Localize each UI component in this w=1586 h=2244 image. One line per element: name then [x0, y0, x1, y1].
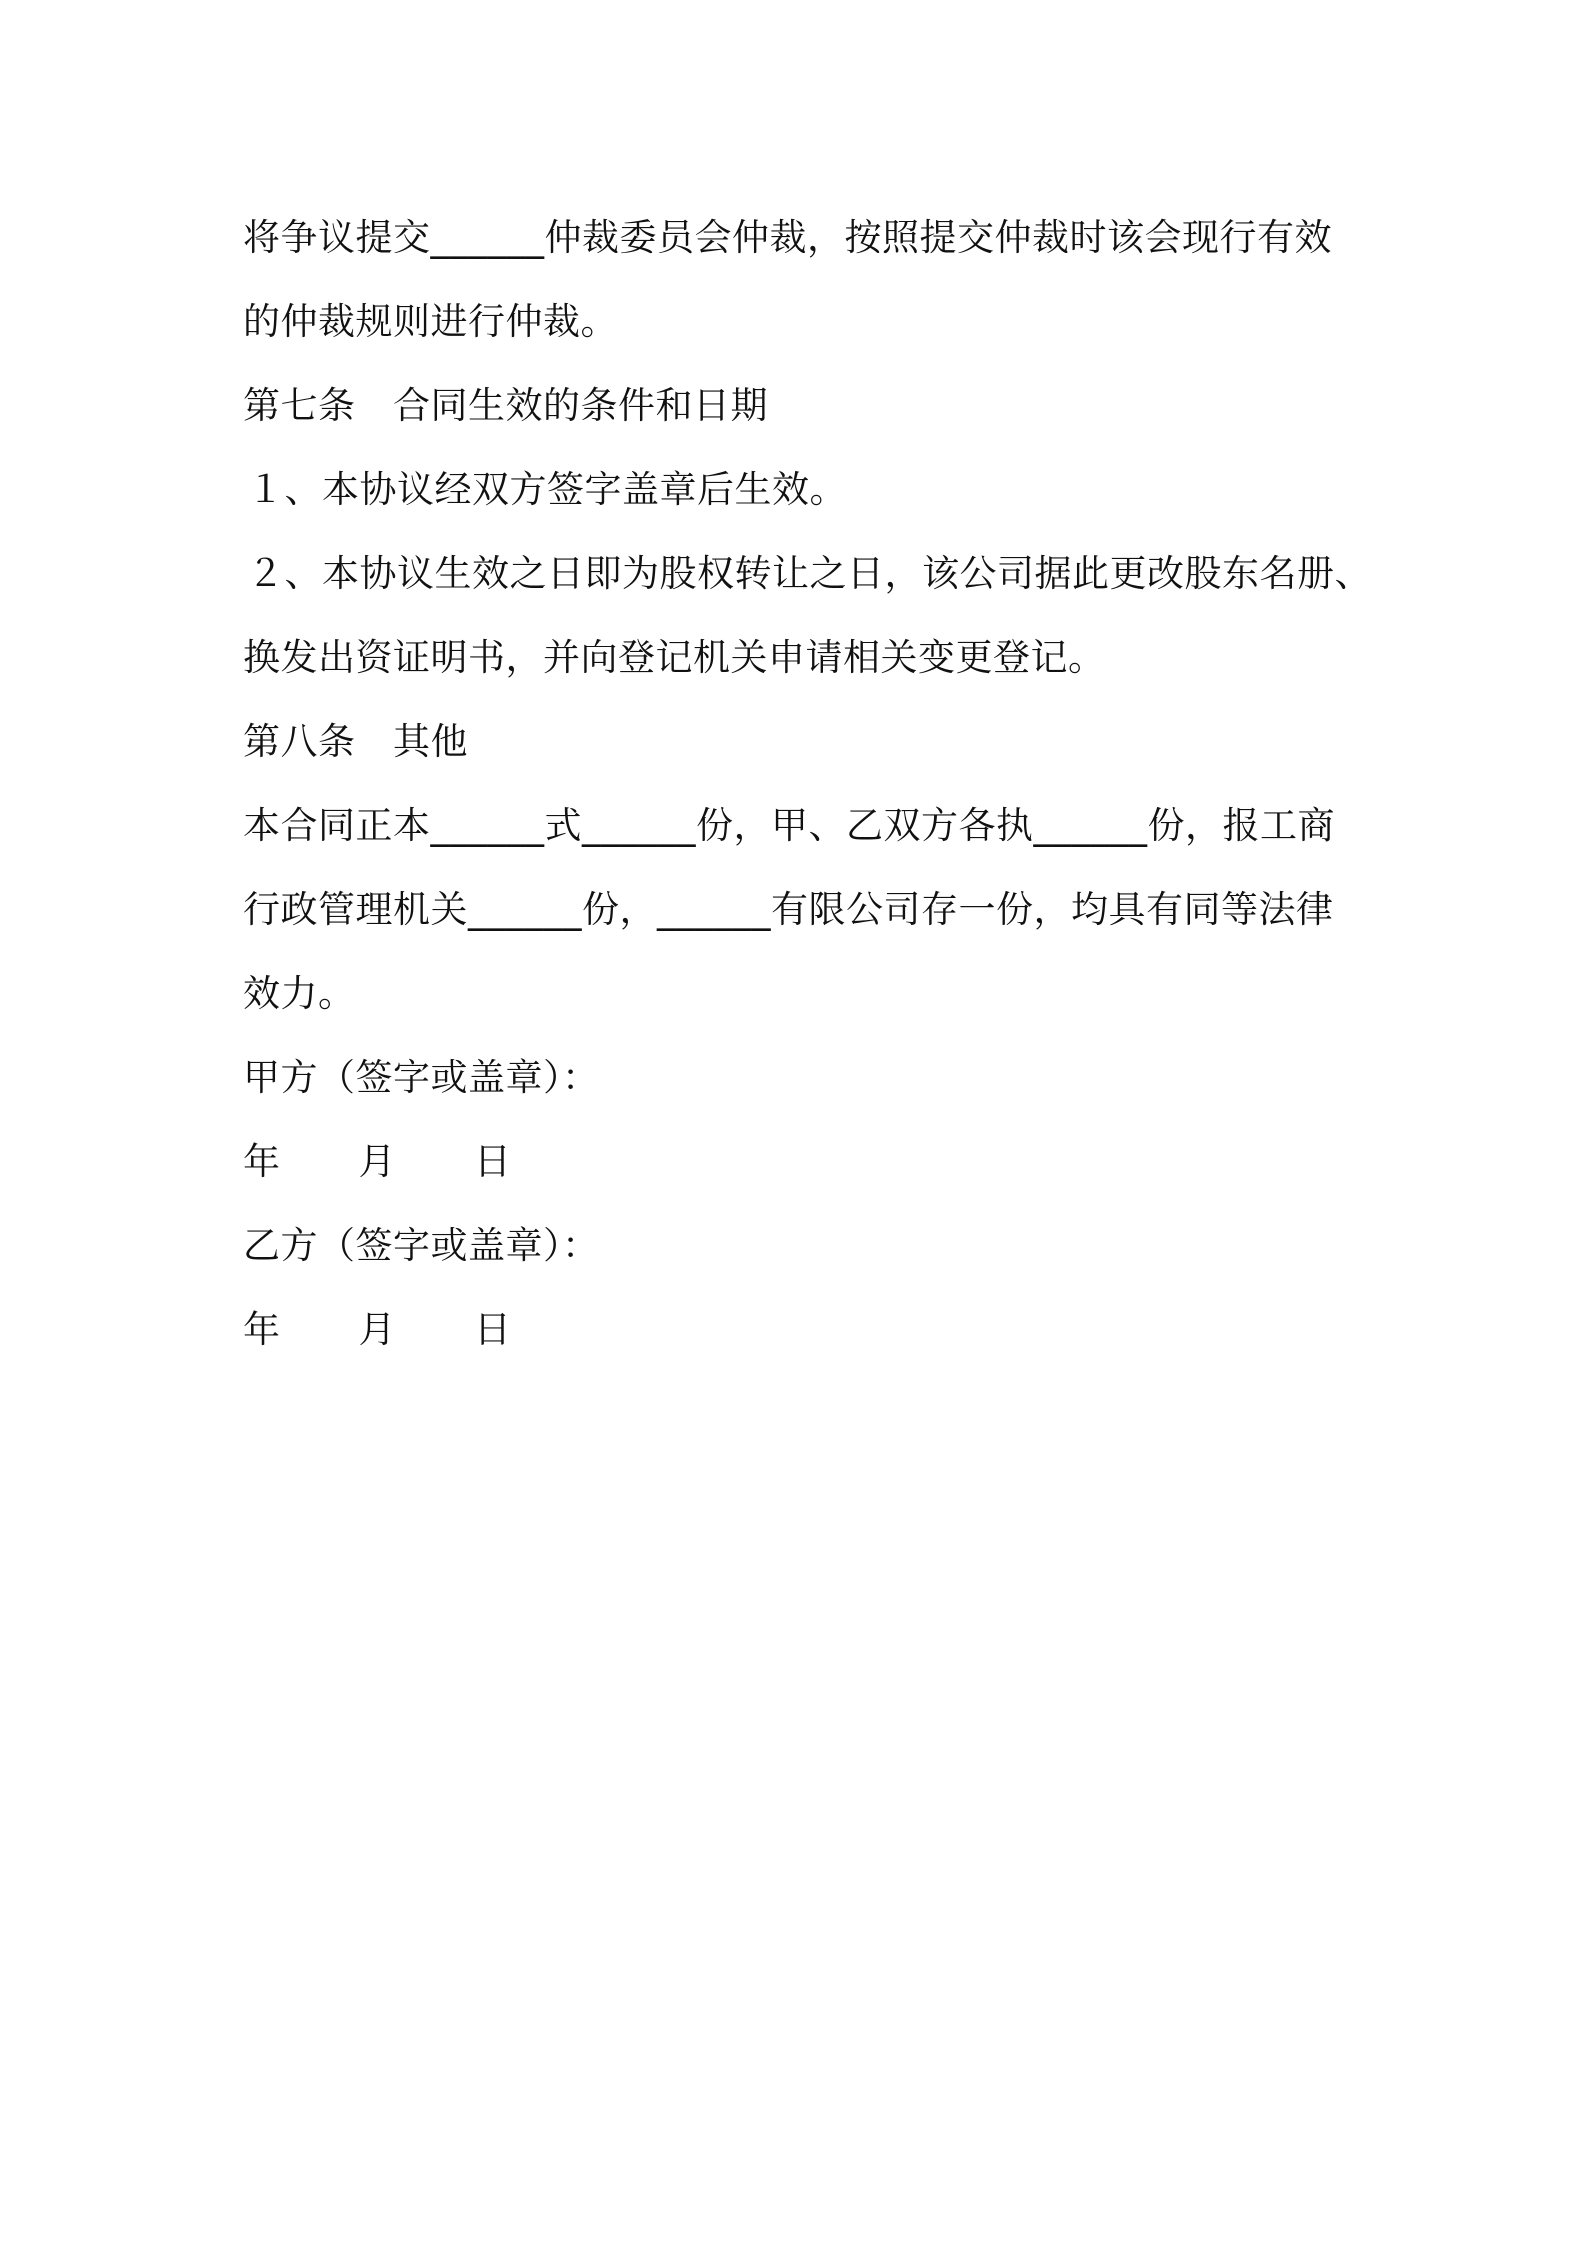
date-day: 日	[474, 1140, 512, 1183]
paragraph-line: 的仲裁规则进行仲裁。	[243, 300, 618, 343]
clause-item: ２、本协议生效之日即为股权转让之日，该公司据此更改股东名册、	[247, 552, 1372, 595]
date-month: 月	[358, 1140, 396, 1183]
paragraph-line: 将争议提交______仲裁委员会仲裁，按照提交仲裁时该会现行有效	[243, 216, 1332, 259]
party-a-date	[243, 1120, 1363, 1204]
paragraph-line: 行政管理机关______份，______有限公司存一份，均具有同等法律	[243, 888, 1334, 931]
section-heading: 第七条 合同生效的条件和日期	[243, 384, 768, 427]
date-year: 年	[243, 1308, 281, 1351]
document-page	[243, 196, 1372, 1372]
paragraph-line: 本合同正本______式______份，甲、乙双方各执______份，报工商	[243, 804, 1335, 847]
paragraph-line: 效力。	[243, 972, 356, 1015]
section-heading: 第八条 其他	[243, 720, 468, 763]
party-a-signature-label: 甲方（签字或盖章）：	[243, 1056, 600, 1099]
clause-item: １、本协议经双方签字盖章后生效。	[247, 468, 847, 511]
party-b-signature-label: 乙方（签字或盖章）：	[243, 1224, 600, 1267]
date-year: 年	[243, 1140, 281, 1183]
date-month: 月	[358, 1308, 396, 1351]
paragraph-line: 换发出资证明书，并向登记机关申请相关变更登记。	[243, 636, 1106, 679]
party-b-date	[243, 1288, 1363, 1372]
date-day: 日	[474, 1308, 512, 1351]
